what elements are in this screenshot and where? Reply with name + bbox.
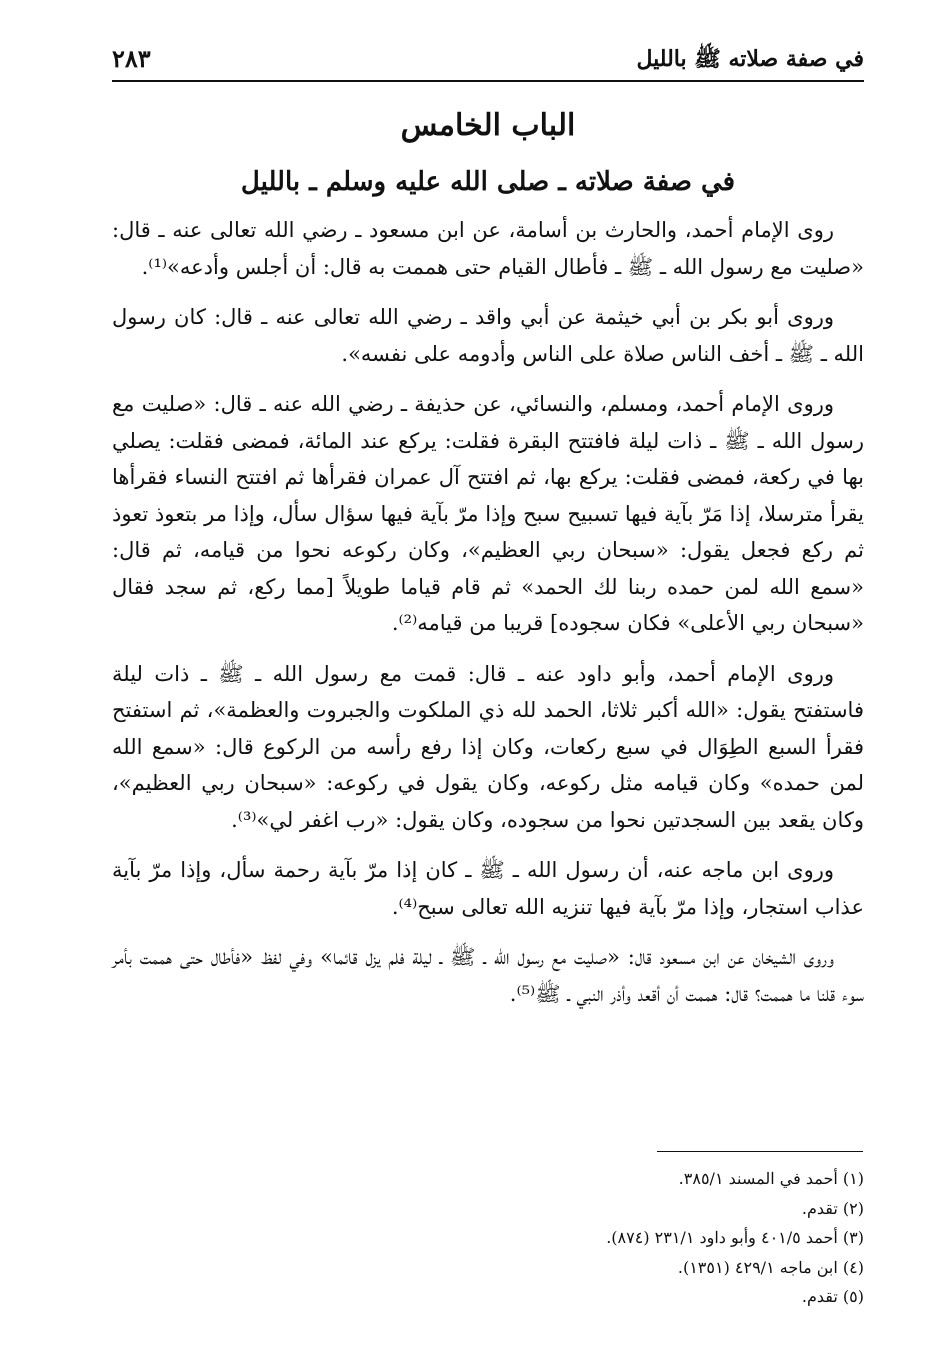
footnote-3: (٣) أحمد ٤٠١/٥ وأبو داود ٢٣١/١ (٨٧٤). [606, 1228, 864, 1247]
footnotes [112, 1164, 864, 1312]
footnote-divider [657, 1151, 863, 1152]
paragraph-3: وروى الإمام أحمد، ومسلم، والنسائي، عن حذيفة ـ رضي الله عنه ـ قال: «صليت مع رسول الله ـ ﷺ ـ ذات ليلة فافتتح البقرة فقلت: يركع عند المائة، فمضى فقلت: يصلي بها في ركعة، فمضى فقلت: يركع بها، ثم افتتح آل عمران فقرأها ثم افتتح النساء فقرأها يقرأ مترسلا، إذا مَرّ بآية فيها تسبيح سبح وإذا مرّ بآية فيها سؤال سأل، وإذا مر بتعوذ تعوذ ثم ركع فجعل يقول: «سبحان ربي العظيم»، وكان ركوعه نحوا من قيامه، ثم قال: «سمع الله لمن حمده ربنا لك الحمد» ثم قام قياما طويلاً [مما ركع، ثم سجد فقال «سبحان ربي الأعلى» فكان سجوده] قريبا من قيامه⁽²⁾. [112, 392, 864, 635]
paragraph-2: وروى أبو بكر بن أبي خيثمة عن أبي واقد ـ رضي الله تعالى عنه ـ قال: كان رسول الله ـ ﷺ ـ أخف الناس صلاة على الناس وأدومه على نفسه». [112, 305, 864, 366]
running-header [112, 44, 864, 82]
body-text [112, 212, 864, 1026]
chapter-title: الباب الخامس [400, 108, 576, 143]
paragraph-1: روى الإمام أحمد، والحارث بن أسامة، عن ابن مسعود ـ رضي الله تعالى عنه ـ قال: «صليت مع رسول الله ـ ﷺ ـ فأطال القيام حتى هممت به قال: أن أجلس وأدعه»⁽¹⁾. [112, 218, 864, 279]
page-number: ٢٨٣ [112, 44, 151, 73]
chapter-subtitle: في صفة صلاته ـ صلى الله عليه وسلم ـ بالليل [240, 167, 736, 197]
paragraph-6: وروى الشيخان عن ابن مسعود قال: «صليت مع رسول الله ـ ﷺ ـ ليلة فلم يزل قائما» وفي لفظ «فأطال حتى هممت بأمر سوء قلنا ما هممت؟ قال: هممت أن أقعد وأذر النبي ـ ﷺ⁽⁵⁾. [112, 945, 864, 1006]
footnote-2: (٢) تقدم. [801, 1198, 864, 1218]
paragraph-4: وروى الإمام أحمد، وأبو داود عنه ـ قال: قمت مع رسول الله ـ ﷺ ـ ذات ليلة فاستفتح يقول: «الله أكبر ثلاثا، الحمد لله ذي الملكوت والجبروت والعظمة»، ثم استفتح فقرأ السبع الطِوَال في سبع ركعات، وكان إذا رفع رأسه من الركوع قال: «سمع الله لمن حمده» وكان قيامه مثل ركوعه، وكان يقول في ركوعه: «سبحان ربي العظيم»، وكان يقعد بين السجدتين نحوا من سجوده، وكان يقول: «رب اغفر لي»⁽³⁾. [112, 661, 864, 832]
running-header-title: في صفة صلاته ﷺ بالليل [636, 46, 864, 72]
paragraph-5: وروى ابن ماجه عنه، أن رسول الله ـ ﷺ ـ كان إذا مرّ بآية رحمة سأل، وإذا مرّ بآية عذاب استجار، وإذا مرّ بآية فيها تنزيه الله تعالى سبح⁽⁴⁾. [112, 858, 864, 919]
footnote-4: (٤) ابن ماجه ٤٢٩/١ (١٣٥١). [677, 1257, 864, 1277]
footnote-1: (١) أحمد في المسند ٣٨٥/١. [678, 1169, 864, 1188]
footnote-5: (٥) تقدم. [801, 1287, 864, 1306]
